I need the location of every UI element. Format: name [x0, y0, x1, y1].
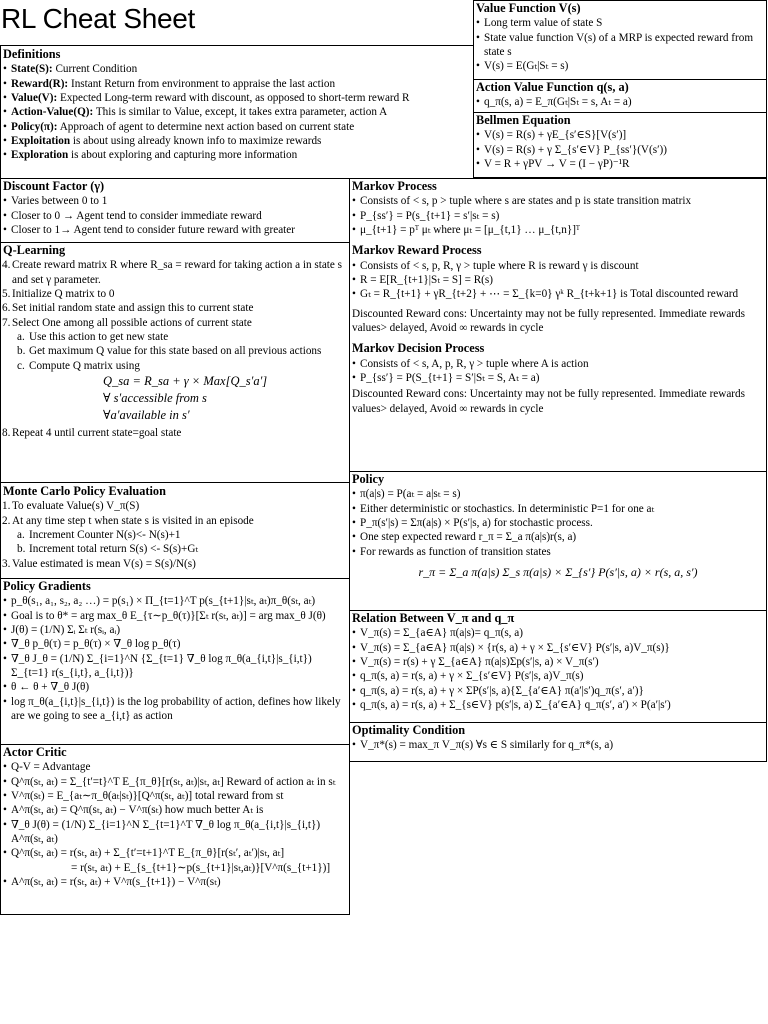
- list-item: • For rewards as function of transition states: [352, 545, 764, 559]
- markov-reward-heading: Markov Reward Process: [352, 243, 482, 258]
- list-item: • Closer to 1→ Agent tend to consider future reward with greater: [3, 223, 347, 237]
- list-item: • A^π(sₜ, aₜ) = r(sₜ, aₜ) + V^π(s_{t+1}) − V^π(sₜ): [3, 875, 347, 889]
- step-item: 8. Repeat 4 until current state=goal state: [3, 426, 347, 440]
- list-item: • V_π(s) = Σ_{a∈A} π(a|s)= q_π(s, a): [352, 626, 764, 640]
- value-function-box: [473, 0, 767, 80]
- list-item: • π(a|s) = P(aₜ = a|sₜ = s): [352, 487, 764, 501]
- list-item: • Varies between 0 to 1: [3, 194, 347, 208]
- definition-term: Action-Value(Q):: [11, 106, 94, 119]
- list-item: • Either deterministic or stochastics. In deterministic P=1 for one aₜ: [352, 502, 764, 516]
- list-item: • Goal is to θ* = arg max_θ E_{τ∼p_θ(τ)}[Σₜ r(sₜ, aₜ)] = arg max_θ J(θ): [3, 609, 347, 623]
- list-item: • θ ← θ + ∇_θ J(θ): [3, 680, 347, 694]
- definition-item: [3, 120, 471, 134]
- list-item: • Closer to 0 → Agent tend to consider immediate reward: [3, 209, 347, 223]
- action-value-heading: Action Value Function q(s, a): [476, 80, 629, 94]
- list-item: • V(s) = E(Gₜ|Sₜ = s): [476, 59, 764, 73]
- definition-term: Exploration: [11, 149, 69, 162]
- definitions-heading: Definitions: [3, 47, 61, 61]
- step-item: 3. Value estimated is mean V(s) = S(s)/N(s): [3, 557, 347, 571]
- list-item: • log π_θ(a_{i,t}|s_{i,t}) is the log probability of action, defines how likely are we going to see a_{i,t} as action: [3, 695, 347, 724]
- list-item: • p_θ(s₁, a₁, s₂, a₂ …) = p(s₁) × Π_{t=1}^T p(s_{t+1}|sₜ, aₜ)π_θ(sₜ, aₜ): [3, 594, 347, 608]
- definition-item: [3, 148, 471, 162]
- list-item: • Q^π(sₜ, aₜ) = r(sₜ, aₜ) + Σ_{t′=t+1}^T E_{π_θ}[r(sₜ′, aₜ′)|sₜ, aₜ]: [3, 846, 347, 860]
- list-item: = r(sₜ, aₜ) + E_{s_{t+1}∼p(s_{t+1}|sₜ,aₜ)}[V^π(s_{t+1})]: [71, 861, 331, 874]
- step-item: 7. Select One among all possible actions of current state: [3, 316, 347, 330]
- markov-box: [349, 178, 767, 472]
- list-item: • R = E[R_{t+1}|Sₜ = S] = R(s): [352, 273, 764, 287]
- policy-reward-formula: r_π = Σ_a π(a|s) Σ_s π(a|s) × Σ_{s′} P(s′|s, a) × r(s, a, s′): [418, 565, 698, 579]
- list-item: • V^π(sₜ) = E_{aₜ∼π_θ(aₜ|sₜ)}[Q^π(sₜ, aₜ)] total reward from st: [3, 789, 347, 803]
- list-item: • Consists of < s, p, R, γ > tuple where R is reward γ is discount: [352, 259, 764, 273]
- list-item: • q_π(s, a) = r(s, a) + Σ_{s∈V} p(s′|s, a) Σ_{a′∈A} q_π(s′, a′) × P(a′|s′): [352, 698, 764, 712]
- step-item: 1. To evaluate Value(s) V_π(S): [3, 499, 347, 513]
- policy-gradients-box: [0, 578, 350, 745]
- list-item: • μ_{t+1} = pᵀ μₜ where μₜ = [μ_{t,1} … μ_{t,n}]ᵀ: [352, 223, 764, 237]
- definition-text: This is similar to Value, except, it takes extra parameter, action A: [93, 106, 388, 119]
- substep-item: a. Use this action to get new state: [17, 330, 347, 344]
- list-item: • Long term value of state S: [476, 16, 764, 30]
- list-item: • Gₜ = R_{t+1} + γR_{t+2} + ⋯ = Σ_{k=0} γᵏ R_{t+k+1} is Total discounted reward: [352, 287, 764, 301]
- monte-carlo-heading: Monte Carlo Policy Evaluation: [3, 484, 166, 498]
- list-item: • Consists of < s, A, p, R, γ > tuple where A is action: [352, 357, 764, 371]
- list-item: • ∇_θ J_θ = (1/N) Σ_{i=1}^N {Σ_{t=1} ∇_θ log π_θ(a_{i,t}|s_{i,t}) Σ_{t=1} r(s_{i,t}, a_{i,t})}: [3, 652, 347, 681]
- list-item: • V_π*(s) = max_π V_π(s) ∀s ∈ S similarly for q_π*(s, a): [352, 738, 764, 752]
- substep-item: c. Compute Q matrix using: [17, 359, 347, 373]
- definition-item: [3, 91, 471, 105]
- list-item: • Consists of < s, p > tuple where s are states and p is state transition matrix: [352, 194, 764, 208]
- optimality-heading: Optimality Condition: [352, 723, 466, 737]
- definition-item: [3, 134, 471, 148]
- definition-text: Current Condition: [52, 63, 138, 76]
- list-item: • One step expected reward r_π = Σ_a π(a|s)r(s, a): [352, 530, 764, 544]
- definition-term: Value(V):: [11, 92, 58, 105]
- step-item: 4. Create reward matrix R where R_sa = reward for taking action a in state s and set γ parameter.: [3, 258, 347, 287]
- definition-text: is about exploring and capturing more information: [68, 149, 298, 162]
- definition-text: Instant Return from environment to appraise the last action: [68, 77, 336, 90]
- list-item: • V = R + γPV → V = (I − γP)⁻¹R: [476, 157, 764, 171]
- list-item: • State value function V(s) of a MRP is expected reward from state s: [476, 31, 764, 60]
- list-item: • ∇_θ J(θ) = (1/N) Σ_{i=1}^N Σ_{t=1}^T ∇_θ log π_θ(a_{i,t}|s_{i,t}) A^π(sₜ, aₜ): [3, 818, 347, 847]
- page-title: RL Cheat Sheet: [1, 3, 196, 34]
- definition-term: Exploitation: [11, 135, 71, 147]
- definition-term: Reward(R):: [11, 77, 69, 90]
- definition-text: Expected Long-term reward with discount, as opposed to short-term reward R: [57, 92, 410, 105]
- definition-item: [3, 62, 471, 76]
- list-item: • P_{ss′} = P(S_{t+1} = S′|Sₜ = S, Aₜ = a): [352, 371, 764, 385]
- list-item: • ∇_θ p_θ(τ) = p_θ(τ) × ∇_θ log p_θ(τ): [3, 637, 347, 651]
- list-item: • q_π(s, a) = r(s, a) + γ × Σ_{s′∈V} P(s′|s, a)V_π(s): [352, 669, 764, 683]
- relation-heading: Relation Between V_π and q_π: [352, 611, 515, 625]
- list-item: • V(s) = R(s) + γ Σ_{s′∈V} P_{ss′}(V(s′)): [476, 143, 764, 157]
- q-update-equation: Q_sa = R_sa + γ × Max[Q_s′a′]: [103, 373, 268, 388]
- policy-gradients-heading: Policy Gradients: [3, 579, 91, 593]
- q-learning-box: [0, 242, 350, 483]
- definition-text: is about using already known info to maximize rewards: [70, 135, 322, 147]
- actor-critic-heading: Actor Critic: [3, 745, 67, 759]
- discount-heading: Discount Factor (γ): [3, 179, 105, 193]
- list-item: • V_π(s) = r(s) + γ Σ_{a∈A} π(a|s)Σp(s′|s, a) × V_π(s′): [352, 655, 764, 669]
- value-function-heading: Value Function V(s): [476, 1, 581, 15]
- definition-text: Approach of agent to determine next action based on current state: [57, 120, 355, 133]
- definition-term: State(S):: [11, 63, 53, 76]
- q-learning-heading: Q-Learning: [3, 243, 66, 257]
- list-item: • Q-V = Advantage: [3, 760, 347, 774]
- list-item: • P_{ss′} = P(s_{t+1} = s′|sₜ = s): [352, 209, 764, 223]
- action-value-function-box: [473, 79, 767, 113]
- bellman-equation-box: [473, 112, 767, 178]
- q-condition-actions: ∀a′available in s′: [103, 407, 190, 422]
- list-item: • q_π(s, a) = r(s, a) + γ × ΣP(s′|s, a){Σ_{a′∈A} π(a′|s′)q_π(s′, a′)}: [352, 684, 764, 698]
- step-item: 6. Set initial random state and assign this to current state: [3, 301, 347, 315]
- discount-cons-note: Discounted Reward cons: Uncertainty may not be fully represented. Immediate rewards values> delayed, Avoid ∞ rewards in cycle: [352, 307, 745, 335]
- substep-item: a. Increment Counter N(s)<- N(s)+1: [17, 528, 347, 542]
- relation-box: [349, 610, 767, 723]
- list-item: • V(s) = R(s) + γE_{s′∈S}[V(s′)]: [476, 128, 764, 142]
- list-item: • Q^π(sₜ, aₜ) = Σ_{t′=t}^T E_{π_θ}[r(sₜ, aₜ)|sₜ, aₜ] Reward of action aₜ in sₜ: [3, 775, 347, 789]
- list-item: • q_π(s, a) = E_π(Gₜ|Sₜ = s, Aₜ = a): [476, 95, 764, 109]
- step-item: 2. At any time step t when state s is visited in an episode: [3, 514, 347, 528]
- discount-factor-box: [0, 178, 350, 243]
- optimality-box: [349, 722, 767, 762]
- markov-decision-heading: Markov Decision Process: [352, 341, 485, 356]
- q-condition-states: ∀ s′accessible from s: [103, 390, 207, 405]
- definition-item: [3, 105, 471, 119]
- monte-carlo-box: [0, 482, 350, 579]
- step-item: 5. Initialize Q matrix to 0: [3, 287, 347, 301]
- definition-item: [3, 77, 471, 91]
- definitions-box: [0, 45, 474, 179]
- discount-cons-note: Discounted Reward cons: Uncertainty may not be fully represented. Immediate rewards values> delayed, Avoid ∞ rewards in cycle: [352, 388, 745, 415]
- substep-item: b. Increment total return S(s) <- S(s)+Gₜ: [17, 542, 347, 556]
- policy-heading: Policy: [352, 472, 385, 486]
- markov-process-heading: Markov Process: [352, 179, 437, 193]
- bellman-heading: Bellmen Equation: [476, 113, 571, 127]
- list-item: • P_π(s′|s) = Σπ(a|s) × P(s′|s, a) for stochastic process.: [352, 516, 764, 530]
- policy-box: [349, 471, 767, 611]
- actor-critic-box: [0, 744, 350, 915]
- list-item: • A^π(sₜ, aₜ) = Q^π(sₜ, aₜ) − V^π(sₜ) how much better Aₜ is: [3, 803, 347, 817]
- substep-item: b. Get maximum Q value for this state based on all previous actions: [17, 344, 347, 358]
- list-item: • J(θ) = (1/N) Σᵢ Σₜ r(sᵢ, aᵢ): [3, 623, 347, 637]
- definition-term: Policy(π):: [11, 120, 58, 133]
- list-item: • V_π(s) = Σ_{a∈A} π(a|s) × {r(s, a) + γ × Σ_{s′∈V} P(s′|s, a)V_π(s)}: [352, 641, 764, 655]
